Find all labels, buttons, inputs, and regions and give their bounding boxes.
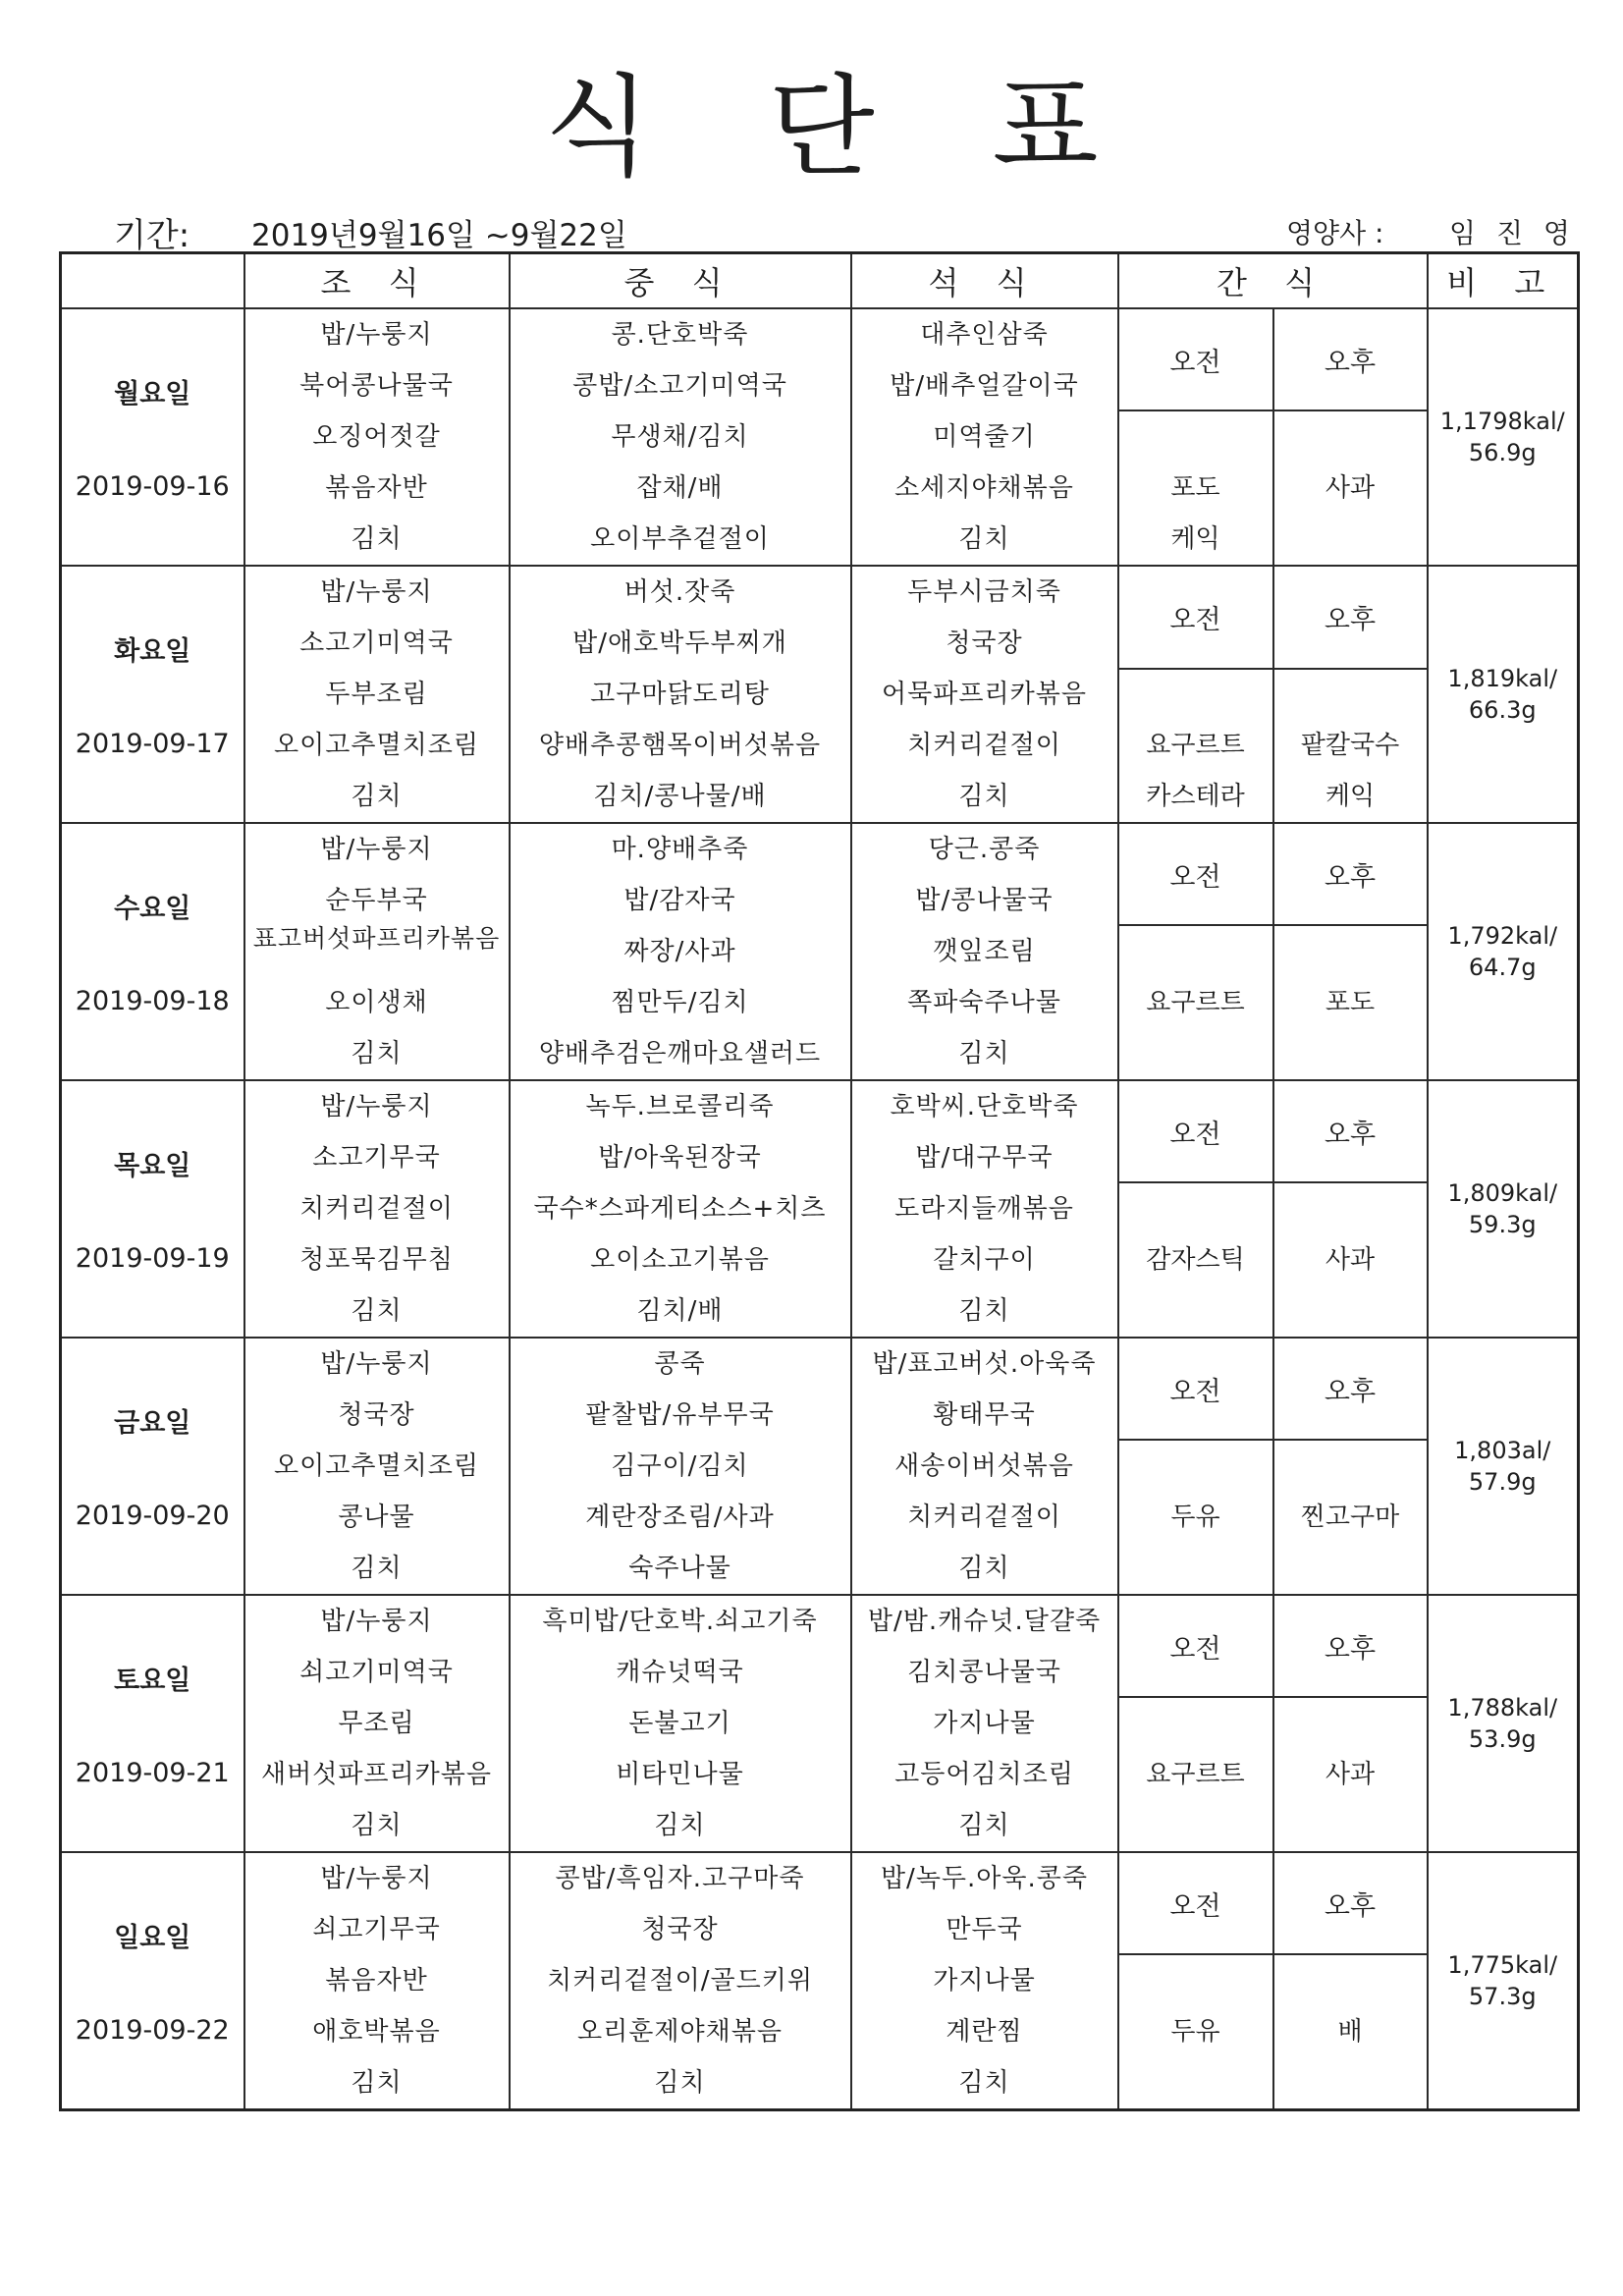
lunch-item: 숙주나물 — [628, 1554, 731, 1583]
day-row — [61, 1080, 1579, 1182]
dinner-item: 계란찜 — [946, 2017, 1023, 2047]
breakfast-item: 쇠고기무국 — [312, 1915, 441, 1944]
dinner-cell — [851, 1852, 1118, 2110]
day-cell — [61, 1595, 244, 1852]
dinner-item: 밥/밤.캐슈넛.달걀죽 — [867, 1607, 1102, 1636]
snack-am-cell — [1118, 669, 1273, 823]
day-date: 2019-09-18 — [75, 986, 230, 1016]
header-dinner: 석 식 — [851, 253, 1118, 309]
remarks-cell — [1428, 566, 1579, 823]
lunch-item: 양배추검은깨마요샐러드 — [538, 1039, 822, 1068]
lunch-cell — [510, 308, 851, 566]
lunch-cell — [510, 823, 851, 1080]
day-name: 월요일 — [114, 379, 191, 410]
breakfast-cell — [244, 1080, 510, 1338]
day-date: 2019-09-16 — [75, 471, 230, 502]
dinner-item: 김치 — [958, 524, 1010, 554]
snack-pm-cell — [1273, 1182, 1428, 1338]
dinner-item: 청국장 — [946, 629, 1023, 658]
dinner-item: 새송이버섯볶음 — [894, 1451, 1074, 1481]
remarks-line: 56.9g — [1468, 439, 1537, 466]
period-value: 2019년9월16일 ~9월22일 — [251, 218, 627, 253]
dinner-item: 만두국 — [946, 1915, 1023, 1944]
lunch-item: 양배추콩햄목이버섯볶음 — [538, 731, 822, 760]
lunch-item: 캐슈넛떡국 — [616, 1658, 744, 1687]
dinner-item: 쪽파숙주나물 — [907, 988, 1061, 1017]
snack-pm-cell — [1273, 410, 1428, 566]
header-breakfast: 조 식 — [244, 253, 510, 309]
dinner-item: 두부시금치죽 — [907, 577, 1061, 607]
snack-am-cell — [1118, 1954, 1273, 2110]
lunch-item: 계란장조림/사과 — [585, 1503, 775, 1532]
breakfast-item: 볶음자반 — [325, 473, 428, 503]
day-name: 수요일 — [114, 894, 191, 924]
dinner-item: 호박씨.단호박죽 — [890, 1092, 1079, 1121]
dinner-item: 김치 — [958, 1296, 1010, 1326]
nutritionist-name: 임 진 영 — [1449, 217, 1576, 249]
remarks-line: 1,809kal/ — [1447, 1179, 1558, 1207]
lunch-item: 치커리겉절이/골드키위 — [547, 1966, 813, 1995]
breakfast-item: 김치 — [351, 2068, 403, 2098]
snack-pm-item: 팥칼국수 — [1300, 731, 1400, 760]
breakfast-item: 애호박볶음 — [312, 2017, 441, 2047]
snack-pm-label: 오후 — [1273, 566, 1428, 669]
lunch-item: 김치 — [654, 2068, 706, 2098]
header-row — [61, 253, 1579, 309]
remarks-cell — [1428, 1595, 1579, 1852]
dinner-item: 밥/배추얼갈이국 — [890, 371, 1079, 401]
dinner-item: 깻잎조림 — [933, 937, 1036, 966]
snack-am-label: 오전 — [1118, 566, 1273, 669]
remarks-cell — [1428, 823, 1579, 1080]
snack-am-label: 오전 — [1118, 823, 1273, 925]
dinner-cell — [851, 823, 1118, 1080]
breakfast-item: 김치 — [351, 1811, 403, 1840]
snack-am-label: 오전 — [1118, 1080, 1273, 1182]
remarks-line: 1,792kal/ — [1447, 922, 1558, 950]
breakfast-cell — [244, 1595, 510, 1852]
lunch-item: 팥찰밥/유부무국 — [585, 1400, 775, 1430]
breakfast-item: 치커리겉절이 — [299, 1194, 454, 1224]
page-title — [0, 39, 1623, 191]
lunch-item: 김치/배 — [636, 1296, 724, 1326]
snack-pm-cell — [1273, 1954, 1428, 2110]
snack-pm-cell — [1273, 925, 1428, 1080]
day-cell — [61, 1338, 244, 1595]
remarks-line: 57.9g — [1468, 1468, 1537, 1496]
dinner-cell — [851, 566, 1118, 823]
dinner-cell — [851, 308, 1118, 566]
breakfast-item: 밥/누룽지 — [320, 1349, 433, 1379]
snack-pm-item: 사과 — [1325, 473, 1376, 503]
day-name: 일요일 — [114, 1923, 191, 1953]
day-name: 토요일 — [114, 1666, 191, 1696]
remarks-line: 1,788kal/ — [1447, 1694, 1558, 1722]
dinner-item: 밥/대구무국 — [915, 1143, 1054, 1173]
snack-pm-item: 찐고구마 — [1300, 1503, 1400, 1532]
day-row — [61, 823, 1579, 925]
header-lunch: 중 식 — [510, 253, 851, 309]
day-cell — [61, 1852, 244, 2110]
breakfast-item: 표고버섯파프리카볶음 — [252, 924, 501, 953]
dinner-cell — [851, 1080, 1118, 1338]
dinner-item: 대추인삼죽 — [920, 320, 1049, 350]
day-date: 2019-09-19 — [75, 1243, 230, 1274]
day-cell — [61, 566, 244, 823]
lunch-item: 김구이/김치 — [611, 1451, 749, 1481]
breakfast-item: 김치 — [351, 1039, 403, 1068]
title-char: 단 — [768, 64, 875, 191]
dinner-cell — [851, 1595, 1118, 1852]
snack-am-item: 카스테라 — [1146, 782, 1245, 811]
snack-pm-cell — [1273, 1440, 1428, 1595]
breakfast-item: 소고기미역국 — [299, 629, 454, 658]
dinner-item: 김치 — [958, 1811, 1010, 1840]
lunch-item: 고구마닭도리탕 — [590, 680, 770, 709]
remarks-line: 57.3g — [1468, 1983, 1537, 2010]
snack-am-label: 오전 — [1118, 1595, 1273, 1697]
remarks-line: 66.3g — [1468, 696, 1537, 724]
remarks-line: 1,803al/ — [1454, 1437, 1551, 1464]
snack-pm-label: 오후 — [1273, 1338, 1428, 1440]
dinner-item: 가지나물 — [933, 1709, 1036, 1738]
snack-pm-item: 포도 — [1325, 988, 1376, 1017]
day-cell — [61, 823, 244, 1080]
dinner-item: 도라지들깨볶음 — [894, 1194, 1074, 1224]
lunch-cell — [510, 1338, 851, 1595]
remarks-line: 53.9g — [1468, 1725, 1537, 1753]
snack-pm-label: 오후 — [1273, 1595, 1428, 1697]
day-name: 목요일 — [114, 1151, 191, 1181]
period-label: 기간: — [114, 216, 190, 255]
header-remarks: 비 고 — [1428, 253, 1579, 309]
dinner-item: 김치 — [958, 782, 1010, 811]
snack-am-item: 두유 — [1170, 2017, 1220, 2047]
lunch-item: 마.양배추죽 — [611, 835, 749, 864]
breakfast-item: 밥/누룽지 — [320, 1092, 433, 1121]
breakfast-item: 김치 — [351, 782, 403, 811]
menu-table — [59, 251, 1580, 2111]
dinner-item: 당근.콩죽 — [928, 835, 1041, 864]
lunch-cell — [510, 566, 851, 823]
snack-am-item: 요구르트 — [1146, 988, 1245, 1017]
remarks-line: 1,775kal/ — [1447, 1951, 1558, 1979]
remarks-cell — [1428, 1338, 1579, 1595]
lunch-item: 흑미밥/단호박.쇠고기죽 — [542, 1607, 818, 1636]
lunch-item: 밥/애호박두부찌개 — [572, 629, 787, 658]
dinner-item: 김치 — [958, 2068, 1010, 2098]
dinner-item: 김치 — [958, 1039, 1010, 1068]
breakfast-item: 새버섯파프리카볶음 — [260, 1760, 493, 1789]
snack-am-cell — [1118, 410, 1273, 566]
snack-am-cell — [1118, 1182, 1273, 1338]
remarks-line: 64.7g — [1468, 954, 1537, 981]
dinner-item: 김치 — [958, 1554, 1010, 1583]
lunch-item: 잡채/배 — [636, 473, 724, 503]
breakfast-item: 청국장 — [338, 1400, 415, 1430]
header-snack: 간 식 — [1118, 253, 1428, 309]
lunch-item: 밥/아욱된장국 — [598, 1143, 762, 1173]
snack-pm-item: 배 — [1337, 2017, 1363, 2047]
lunch-item: 짜장/사과 — [623, 937, 736, 966]
lunch-item: 청국장 — [641, 1915, 719, 1944]
lunch-item: 녹두.브로콜리죽 — [585, 1092, 775, 1121]
dinner-item: 갈치구이 — [933, 1245, 1036, 1275]
remarks-line: 59.3g — [1468, 1211, 1537, 1238]
lunch-item: 밥/감자국 — [623, 886, 736, 915]
day-row — [61, 566, 1579, 669]
title-char: 표 — [992, 64, 1099, 191]
dinner-item: 소세지야채볶음 — [894, 473, 1074, 503]
snack-am-cell — [1118, 1440, 1273, 1595]
breakfast-cell — [244, 566, 510, 823]
lunch-item: 찜만두/김치 — [611, 988, 749, 1017]
snack-pm-item: 케익 — [1325, 782, 1376, 811]
snack-am-label: 오전 — [1118, 1852, 1273, 1954]
snack-am-item: 두유 — [1170, 1503, 1220, 1532]
lunch-item: 김치 — [654, 1811, 706, 1840]
lunch-item: 콩밥/소고기미역국 — [572, 371, 787, 401]
dinner-item: 치커리겉절이 — [907, 731, 1061, 760]
day-row — [61, 308, 1579, 410]
breakfast-item: 순두부국 — [325, 886, 428, 915]
dinner-item: 고등어김치조림 — [894, 1760, 1074, 1789]
snack-am-item: 감자스틱 — [1146, 1245, 1245, 1275]
day-name: 화요일 — [114, 636, 191, 667]
lunch-item: 버섯.잣죽 — [623, 577, 736, 607]
dinner-item: 황태무국 — [933, 1400, 1036, 1430]
snack-pm-cell — [1273, 669, 1428, 823]
day-row — [61, 1852, 1579, 1954]
snack-pm-label: 오후 — [1273, 1080, 1428, 1182]
breakfast-item: 밥/누룽지 — [320, 1607, 433, 1636]
snack-am-cell — [1118, 925, 1273, 1080]
breakfast-item: 볶음자반 — [325, 1966, 428, 1995]
breakfast-item: 오이고추멸치조림 — [274, 731, 479, 760]
breakfast-item: 김치 — [351, 1296, 403, 1326]
snack-pm-label: 오후 — [1273, 308, 1428, 410]
snack-pm-item: 사과 — [1325, 1245, 1376, 1275]
breakfast-item: 소고기무국 — [312, 1143, 441, 1173]
breakfast-item: 김치 — [351, 524, 403, 554]
lunch-item: 무생채/김치 — [611, 422, 749, 452]
header-day — [61, 253, 244, 309]
day-cell — [61, 1080, 244, 1338]
day-name: 금요일 — [114, 1408, 191, 1439]
day-date: 2019-09-17 — [75, 729, 230, 759]
title-char: 식 — [544, 64, 651, 191]
snack-am-item: 요구르트 — [1146, 731, 1245, 760]
dinner-item: 어묵파프리카볶음 — [882, 680, 1087, 709]
breakfast-item: 김치 — [351, 1554, 403, 1583]
lunch-cell — [510, 1080, 851, 1338]
breakfast-item: 청포묵김무침 — [299, 1245, 454, 1275]
remarks-line: 1,1798kal/ — [1439, 408, 1565, 435]
breakfast-item: 오이고추멸치조림 — [274, 1451, 479, 1481]
snack-pm-label: 오후 — [1273, 823, 1428, 925]
lunch-item: 김치/콩나물/배 — [593, 782, 767, 811]
remarks-cell — [1428, 1852, 1579, 2110]
remarks-line: 1,819kal/ — [1447, 665, 1558, 692]
dinner-item: 밥/콩나물국 — [915, 886, 1054, 915]
menu-body — [61, 308, 1579, 2110]
dinner-cell — [851, 1338, 1118, 1595]
day-row — [61, 1595, 1579, 1697]
breakfast-item: 무조림 — [338, 1709, 415, 1738]
breakfast-cell — [244, 823, 510, 1080]
lunch-cell — [510, 1595, 851, 1852]
lunch-item: 콩밥/흑임자.고구마죽 — [555, 1864, 805, 1893]
dinner-item: 미역줄기 — [933, 422, 1036, 452]
remarks-cell — [1428, 308, 1579, 566]
breakfast-item: 쇠고기미역국 — [299, 1658, 454, 1687]
snack-pm-item: 사과 — [1325, 1760, 1376, 1789]
breakfast-cell — [244, 1338, 510, 1595]
day-date: 2019-09-22 — [75, 2015, 230, 2046]
snack-am-item: 요구르트 — [1146, 1760, 1245, 1789]
breakfast-item: 콩나물 — [338, 1503, 415, 1532]
dinner-item: 김치콩나물국 — [907, 1658, 1061, 1687]
lunch-cell — [510, 1852, 851, 2110]
breakfast-item: 밥/누룽지 — [320, 577, 433, 607]
snack-am-item: 케익 — [1170, 524, 1220, 554]
dinner-item: 밥/표고버섯.아욱죽 — [872, 1349, 1097, 1379]
day-cell — [61, 308, 244, 566]
snack-am-cell — [1118, 1697, 1273, 1852]
lunch-item: 돈불고기 — [628, 1709, 731, 1738]
breakfast-item: 밥/누룽지 — [320, 835, 433, 864]
breakfast-item: 오징어젓갈 — [312, 422, 441, 452]
snack-am-label: 오전 — [1118, 308, 1273, 410]
dinner-item: 치커리겉절이 — [907, 1503, 1061, 1532]
snack-am-label: 오전 — [1118, 1338, 1273, 1440]
breakfast-item: 북어콩나물국 — [299, 371, 454, 401]
breakfast-item: 두부조림 — [325, 680, 428, 709]
day-date: 2019-09-20 — [75, 1501, 230, 1531]
lunch-item: 오리훈제야채볶음 — [577, 2017, 783, 2047]
lunch-item: 콩죽 — [654, 1349, 706, 1379]
breakfast-item: 밥/누룽지 — [320, 1864, 433, 1893]
day-date: 2019-09-21 — [75, 1758, 230, 1788]
breakfast-cell — [244, 308, 510, 566]
dinner-item: 밥/녹두.아욱.콩죽 — [880, 1864, 1089, 1893]
breakfast-cell — [244, 1852, 510, 2110]
lunch-item: 비타민나물 — [616, 1760, 744, 1789]
nutritionist-label: 영양사 : — [1286, 217, 1384, 249]
lunch-item: 오이소고기볶음 — [590, 1245, 770, 1275]
breakfast-item: 오이생채 — [325, 988, 428, 1017]
lunch-item: 국수*스파게티소스+치츠 — [533, 1194, 827, 1224]
snack-pm-label: 오후 — [1273, 1852, 1428, 1954]
breakfast-item: 밥/누룽지 — [320, 320, 433, 350]
lunch-item: 오이부추겉절이 — [590, 524, 770, 554]
day-row — [61, 1338, 1579, 1440]
snack-pm-cell — [1273, 1697, 1428, 1852]
snack-am-item: 포도 — [1170, 473, 1220, 503]
remarks-cell — [1428, 1080, 1579, 1338]
dinner-item: 가지나물 — [933, 1966, 1036, 1995]
lunch-item: 콩.단호박죽 — [611, 320, 749, 350]
